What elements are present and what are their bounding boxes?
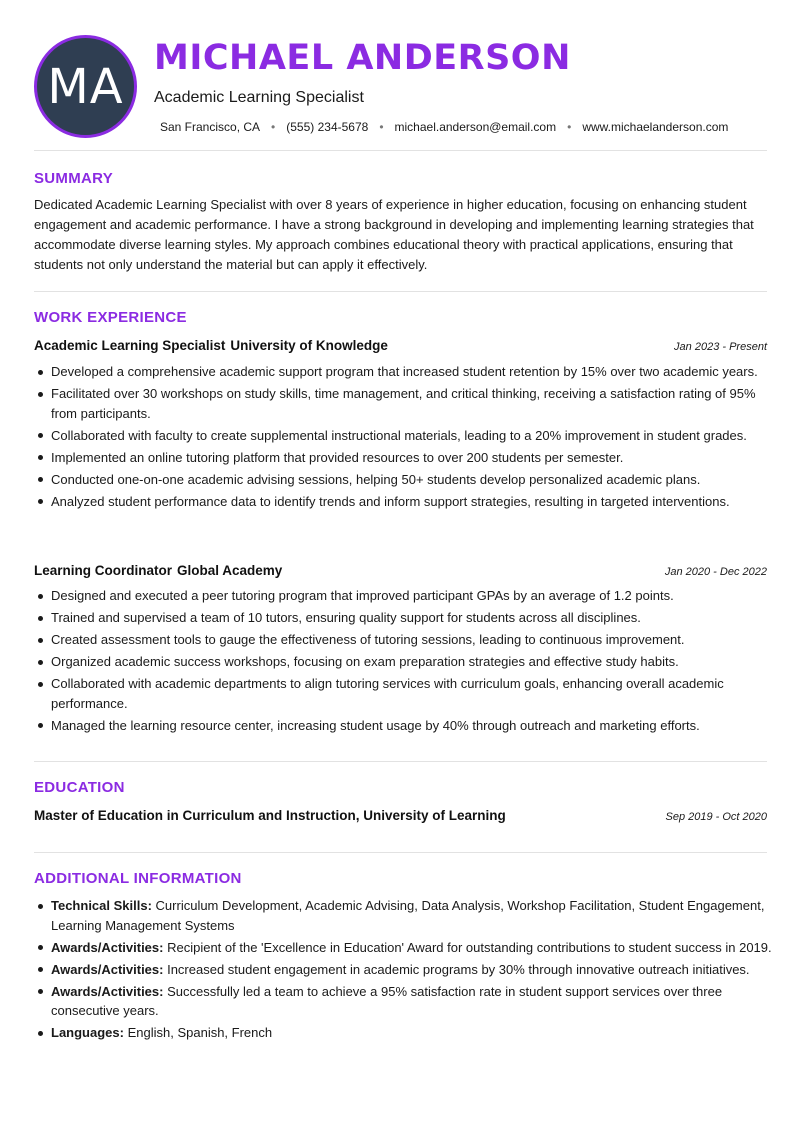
job-bullets	[34, 586, 774, 738]
section-divider	[34, 150, 767, 151]
bullet-separator: •	[379, 120, 384, 134]
candidate-role: Academic Learning Specialist	[154, 89, 364, 106]
list-item: Analyzed student performance data to identify trends and inform support strategies, resulting in targeted interventions.	[34, 492, 774, 512]
education-entry	[34, 808, 767, 823]
contact-bar	[160, 120, 728, 134]
job-role: Learning Coordinator	[34, 563, 172, 578]
job-dates: Jan 2023 - Present	[674, 341, 767, 353]
list-item	[34, 960, 774, 980]
summary-text: Dedicated Academic Learning Specialist with over 8 years of experience in higher education, focusing on enhancing student engagement and academic performance. I have a strong background in developing and implementing learning strategies that accommodate diverse learning styles. My approach combines educational theory with practical applications, ensuring that students not only understand the material but can apply it effectively.	[34, 197, 754, 272]
contact-location: San Francisco, CA	[160, 120, 261, 134]
list-item: Collaborated with faculty to create supplemental instructional materials, leading to a 20% improvement in student grades.	[34, 426, 774, 446]
list-item: Created assessment tools to gauge the effectiveness of tutoring sessions, leading to continuous improvement.	[34, 630, 774, 650]
list-item: Trained and supervised a team of 10 tutors, ensuring quality support for students across all disciplines.	[34, 608, 774, 628]
list-item	[34, 982, 774, 1021]
job-organization: Global Academy	[177, 563, 283, 578]
item-label: Technical Skills:	[51, 898, 152, 913]
section-divider	[34, 291, 767, 292]
education-dates: Sep 2019 - Oct 2020	[665, 811, 767, 823]
contact-website[interactable]: www.michaelanderson.com	[582, 120, 729, 134]
job-organization: University of Knowledge	[230, 338, 388, 353]
bullet-separator: •	[567, 120, 572, 134]
item-label: Awards/Activities:	[51, 961, 164, 977]
job-dates: Jan 2020 - Dec 2022	[664, 566, 767, 578]
section-divider	[34, 852, 767, 853]
item-text: Increased student engagement in academic programs by 30% through innovative outreach initiatives.	[167, 961, 750, 977]
contact-email[interactable]: michael.anderson@email.com	[394, 120, 557, 134]
list-item: Managed the learning resource center, increasing student usage by 40% through outreach and marketing efforts.	[34, 716, 774, 736]
item-text: Curriculum Development, Academic Advising, Data Analysis, Workshop Facilitation, Student Engagement, Learning Management Systems	[51, 898, 765, 933]
list-item: Conducted one-on-one academic advising sessions, helping 50+ students develop personalized academic plans.	[34, 470, 774, 490]
item-label: Languages:	[51, 1025, 124, 1040]
job-title	[34, 338, 388, 353]
item-label: Awards/Activities:	[51, 983, 164, 999]
item-label: Awards/Activities:	[51, 939, 164, 955]
job-header	[34, 563, 767, 578]
item-text: Successfully led a team to achieve a 95% satisfaction rate in student support services over three consecutive years.	[51, 983, 723, 1018]
list-item: Implemented an online tutoring platform that provided resources to over 200 students per semester.	[34, 448, 774, 468]
list-item	[34, 1023, 774, 1043]
item-text: Recipient of the 'Excellence in Education' Award for outstanding contributions to student success in 2019.	[167, 939, 772, 955]
list-item: Organized academic success workshops, focusing on exam preparation strategies and effective study habits.	[34, 652, 774, 672]
degree-title: Master of Education in Curriculum and Instruction, University of Learning	[34, 808, 506, 823]
education-heading: EDUCATION	[34, 779, 125, 796]
job-header	[34, 338, 767, 353]
list-item	[34, 938, 774, 958]
experience-heading: WORK EXPERIENCE	[34, 309, 187, 326]
job-title	[34, 563, 282, 578]
list-item: Facilitated over 30 workshops on study skills, time management, and critical thinking, receiving a satisfaction rating of 95% from participants.	[34, 384, 774, 423]
list-item	[34, 896, 774, 935]
section-divider	[34, 761, 767, 762]
contact-phone[interactable]: (555) 234-5678	[286, 120, 369, 134]
additional-heading: ADDITIONAL INFORMATION	[34, 870, 242, 887]
bullet-separator: •	[271, 120, 276, 134]
avatar: MA	[34, 35, 137, 138]
candidate-name: MICHAEL ANDERSON	[154, 38, 571, 78]
list-item: Developed a comprehensive academic support program that increased student retention by 15% over two academic years.	[34, 362, 774, 382]
list-item: Designed and executed a peer tutoring program that improved participant GPAs by an average of 1.2 points.	[34, 586, 774, 606]
additional-list	[34, 896, 774, 1045]
job-role: Academic Learning Specialist	[34, 338, 226, 353]
job-bullets	[34, 362, 774, 514]
summary-heading: SUMMARY	[34, 170, 114, 187]
list-item: Collaborated with academic departments to align tutoring services with curriculum goals, enhancing overall academic performance.	[34, 674, 774, 713]
item-text: English, Spanish, French	[127, 1025, 273, 1040]
